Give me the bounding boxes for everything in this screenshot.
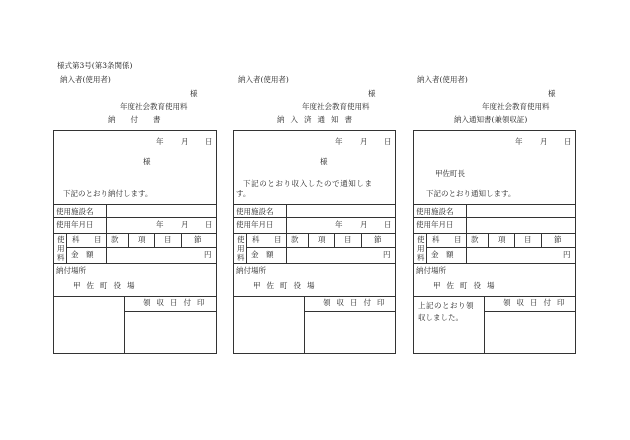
yen-label: 円: [383, 250, 391, 259]
form-number: 様式第3号(第3条関係): [57, 61, 133, 70]
payer-sama: 様: [368, 89, 376, 98]
item-head-setsu: 節: [374, 235, 382, 244]
payer-sama: 様: [548, 89, 556, 98]
receipt-note: 上記のとおり領: [418, 301, 474, 310]
item-head-moku2: 目: [164, 235, 172, 244]
office-name: 甲佐町役場: [433, 281, 501, 290]
use-date-day: 日: [384, 220, 392, 229]
item-head-ka: 科: [252, 235, 260, 244]
yen-label: 円: [204, 250, 212, 259]
item-head-moku2: 目: [344, 235, 352, 244]
facility-label: 使用施設名: [56, 207, 94, 216]
date-day: 日: [384, 137, 392, 146]
yen-label: 円: [563, 250, 571, 259]
receipt-note-cont: 収しました。: [418, 313, 463, 322]
facility-label: 使用施設名: [416, 207, 454, 216]
fee-vertical-2: 用: [237, 244, 245, 253]
fee-vertical-2: 用: [57, 244, 65, 253]
item-head-kan: 款: [471, 235, 479, 244]
date-year: 年: [335, 137, 343, 146]
item-head-moku: 目: [454, 235, 462, 244]
fee-vertical-3: 料: [417, 253, 425, 262]
item-head-ka: 科: [72, 235, 80, 244]
use-date-day: 日: [205, 220, 213, 229]
slip-title: 納 付 書: [108, 115, 161, 124]
payer-label: 納入者(使用者): [60, 75, 111, 84]
slip-title: 納入済通知書: [277, 115, 358, 124]
addressee-name: 甲佐町長: [435, 169, 465, 178]
payment-place-label: 納付場所: [56, 266, 86, 275]
fee-vertical-2: 用: [417, 244, 425, 253]
payer-sama: 様: [190, 89, 198, 98]
amount-label: 金 額: [251, 250, 274, 259]
date-year: 年: [156, 137, 164, 146]
addressee-sama: 様: [143, 157, 151, 166]
fee-vertical-3: 料: [237, 253, 245, 262]
date-month: 月: [360, 137, 368, 146]
date-year: 年: [515, 137, 523, 146]
fee-vertical-1: 使: [417, 235, 425, 244]
slip-form: [413, 130, 576, 354]
date-month: 月: [540, 137, 548, 146]
receipt-stamp-label: 領収日付印: [143, 298, 211, 307]
use-date-year: 年: [156, 220, 164, 229]
date-month: 月: [181, 137, 189, 146]
date-day: 日: [205, 137, 213, 146]
slip-form: [233, 130, 396, 354]
item-head-moku: 目: [274, 235, 282, 244]
payer-label: 納入者(使用者): [417, 75, 468, 84]
item-head-setsu: 節: [194, 235, 202, 244]
amount-label: 金 額: [431, 250, 454, 259]
item-head-kou: 項: [138, 235, 146, 244]
item-head-kan: 款: [111, 235, 119, 244]
receipt-stamp-label: 領収日付印: [323, 298, 391, 307]
date-day: 日: [564, 137, 572, 146]
slip-title: 納入通知書(兼領収証): [454, 115, 528, 124]
item-head-moku: 目: [94, 235, 102, 244]
item-head-ka: 科: [432, 235, 440, 244]
body-text-cont: す。: [236, 189, 251, 198]
fee-vertical-1: 使: [57, 235, 65, 244]
item-head-setsu: 節: [554, 235, 562, 244]
fee-title: 年度社会教育使用料: [302, 102, 370, 111]
payment-place-label: 納付場所: [236, 266, 266, 275]
slip-form: [53, 130, 217, 354]
receipt-stamp-label: 領収日付印: [503, 298, 571, 307]
fee-vertical-1: 使: [237, 235, 245, 244]
use-date-label: 使用年月日: [236, 220, 274, 229]
item-head-moku2: 目: [524, 235, 532, 244]
use-date-year: 年: [335, 220, 343, 229]
use-date-month: 月: [360, 220, 368, 229]
fee-title: 年度社会教育使用料: [120, 102, 188, 111]
payment-place-label: 納付場所: [416, 266, 446, 275]
office-name: 甲佐町役場: [253, 281, 321, 290]
fee-vertical-3: 料: [57, 253, 65, 262]
use-date-label: 使用年月日: [416, 220, 454, 229]
item-head-kou: 項: [498, 235, 506, 244]
facility-label: 使用施設名: [236, 207, 274, 216]
office-name: 甲佐町役場: [73, 281, 141, 290]
item-head-kan: 款: [291, 235, 299, 244]
use-date-month: 月: [181, 220, 189, 229]
body-text: 下記のとおり収入したので通知しま: [243, 179, 373, 188]
amount-label: 金 額: [71, 250, 94, 259]
body-text: 下記のとおり納付します。: [63, 189, 153, 198]
body-text: 下記のとおり通知します。: [426, 189, 516, 198]
fee-title: 年度社会教育使用料: [482, 102, 550, 111]
item-head-kou: 項: [318, 235, 326, 244]
addressee-sama: 様: [320, 157, 328, 166]
use-date-label: 使用年月日: [56, 220, 94, 229]
payer-label: 納入者(使用者): [238, 75, 289, 84]
